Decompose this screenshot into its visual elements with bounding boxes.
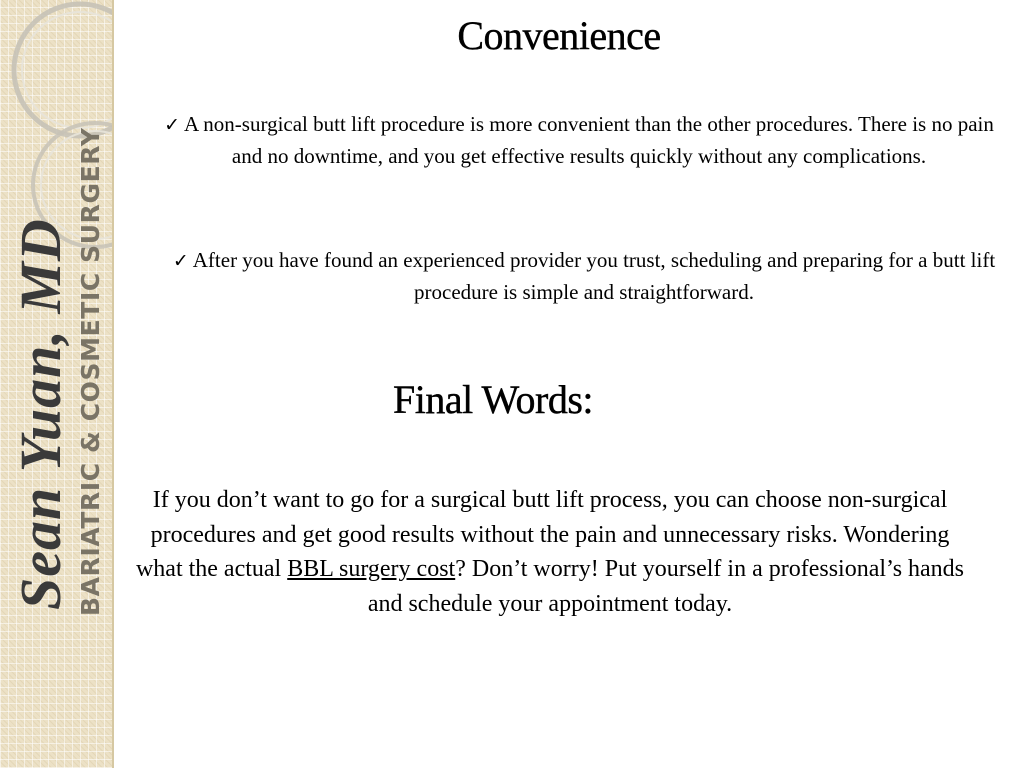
bbl-surgery-cost-link[interactable]: BBL surgery cost [287, 556, 456, 582]
brand-subtitle: BARIATRIC & COSMETIC SURGERY [76, 127, 105, 616]
paragraph-text: ? Don’t worry! Put yourself in a professional’s hands and schedule your appointment today. [367, 556, 965, 617]
final-words-heading: Final Words: [392, 377, 594, 422]
check-mark-icon: ✓ [164, 114, 181, 136]
content-area [114, 0, 1024, 768]
brand-name: Sean Yuan, MD [8, 218, 73, 610]
check-mark-icon: ✓ [172, 250, 189, 272]
convenience-bullet [144, 245, 1024, 308]
convenience-bullet [154, 109, 1004, 172]
paragraph-text: If you don’t want to go for a surgical butt lift process, you can choose non-surgical procedures and get good results without the pain and unnecessary risks. Wondering what the actual [135, 487, 950, 582]
final-words-paragraph [126, 483, 974, 621]
bullet-text: A non-surgical butt lift procedure is more convenient than the other procedures. There is no pain and no downtime, and you get effective results quickly without any complications. [184, 112, 994, 168]
convenience-heading: Convenience [457, 13, 661, 58]
bullet-text: After you have found an experienced provider you trust, scheduling and preparing for a butt lift procedure is simple and straightforward. [192, 248, 996, 304]
